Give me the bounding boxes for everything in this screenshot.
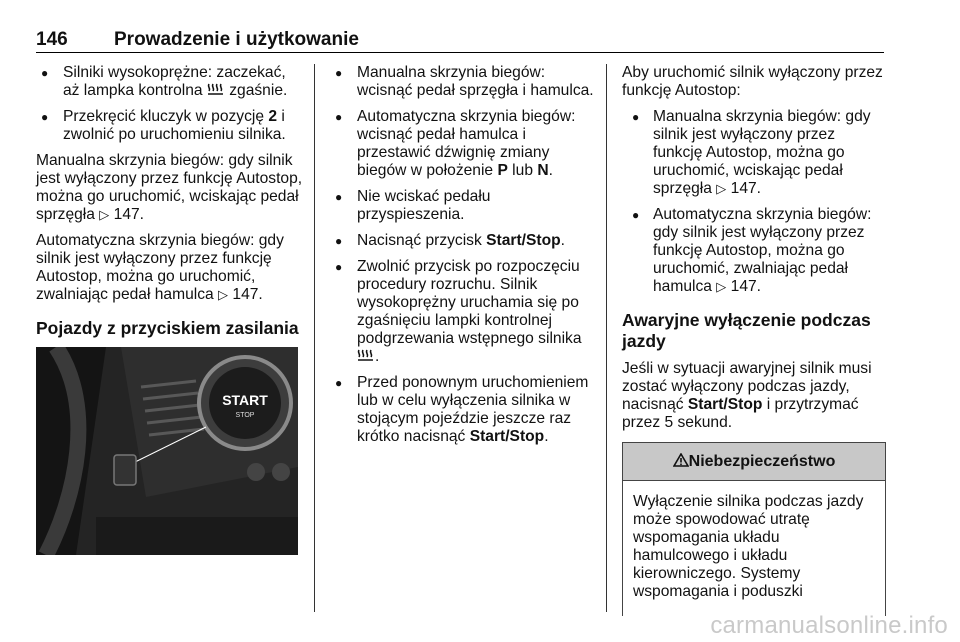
column-1: [36, 64, 304, 555]
paragraph: Automatyczna skrzynia biegów: gdy silnik jest wyłączony przez funkcję Autostop, można go uruchomić, zwalniając pedał hamulca ▷ 147.: [36, 232, 284, 303]
list-item: ● Manualna skrzynia biegów: wcisnąć pedał sprzęgła i hamulca.: [330, 64, 600, 100]
list-item: ● Przekręcić kluczyk w pozycję 2 i zwolnić po uruchomieniu silnika.: [36, 108, 304, 144]
column-divider: [606, 64, 607, 612]
page-reference-link[interactable]: 147.: [730, 180, 761, 197]
list-item: ● Nie wciskać pedału przyspieszenia.: [330, 188, 600, 224]
warning-header: [623, 443, 885, 481]
page-header: [36, 29, 884, 53]
paragraph: Manualna skrzynia biegów: gdy silnik jest wyłączony przez funkcję Autostop, można go uruchomić, wciskając pedał sprzęgła ▷ 147.: [36, 152, 303, 223]
glow-plug-icon: [357, 348, 375, 365]
page-reference-arrow-icon: ▷: [99, 207, 110, 222]
warning-triangle-icon: [673, 453, 689, 470]
glow-plug-icon: [207, 82, 225, 99]
list-item: ● Manualna skrzynia biegów: gdy silnik jest wyłączony przez funkcję Autostop, można go uruchomić, wciskając pedał sprzęgła ▷ 147.: [622, 108, 888, 198]
dashboard-illustration: [36, 347, 298, 555]
page-reference-link[interactable]: 147.: [232, 286, 263, 303]
page-title: Prowadzenie i użytkowanie: [114, 29, 359, 50]
stop-label: STOP: [235, 412, 255, 419]
page-number: 146: [36, 29, 68, 50]
start-stop-button-photo: [36, 347, 298, 555]
column-3: [622, 64, 888, 616]
page-reference-link[interactable]: 147.: [113, 206, 144, 223]
list-item: ● Nacisnąć przycisk Start/Stop.: [330, 232, 600, 250]
list-item: ● Zwolnić przycisk po rozpoczęciu procedury rozruchu. Silnik wysokoprężny uruchamia się po zgaśnięciu lampki kontrolnej podgrzewania wstępnego silnika .: [330, 258, 600, 366]
page-reference-arrow-icon: ▷: [218, 287, 229, 302]
warning-title: Niebezpieczeństwo: [688, 453, 836, 470]
list-item: ● Automatyczna skrzynia biegów: gdy silnik jest wyłączony przez funkcję Autostop, można go uruchomić, zwalniając pedał hamulca ▷ 147.: [622, 206, 888, 296]
start-label: START: [222, 392, 268, 408]
warning-box: [622, 442, 886, 616]
column-2: [330, 64, 600, 454]
paragraph: Aby uruchomić silnik wyłączony przez funkcję Autostop:: [622, 64, 883, 99]
page-reference-arrow-icon: ▷: [716, 181, 727, 196]
watermark: carmanualsonline.info: [710, 612, 948, 639]
column-divider: [314, 64, 315, 612]
page-reference-link[interactable]: 147.: [730, 278, 761, 295]
section-heading: Awaryjne wyłączenie podczas jazdy: [622, 310, 871, 351]
paragraph: Jeśli w sytuacji awaryjnej silnik musi zostać wyłączony podczas jazdy, nacisnąć Start/Stop i przytrzymać przez 5 sekund.: [622, 360, 872, 431]
list-item: ● Automatyczna skrzynia biegów: wcisnąć pedał hamulca i przestawić dźwignię zmiany biegów w położenie P lub N.: [330, 108, 600, 180]
list-item: ● Silniki wysokoprężne: zaczekać, aż lampka kontrolna zgaśnie.: [36, 64, 304, 100]
list-item: ● Przed ponownym uruchomieniem lub w celu wyłączenia silnika w stojącym pojeździe jeszcze raz krótko nacisnąć Start/Stop.: [330, 374, 600, 446]
page-reference-arrow-icon: ▷: [716, 279, 727, 294]
warning-text: Wyłączenie silnika podczas jazdy może spowodować utratę wspomagania układu hamulcowego i układu kierowniczego. Systemy wspomagania i poduszki: [633, 493, 864, 600]
section-heading: Pojazdy z przyciskiem zasilania: [36, 318, 299, 338]
